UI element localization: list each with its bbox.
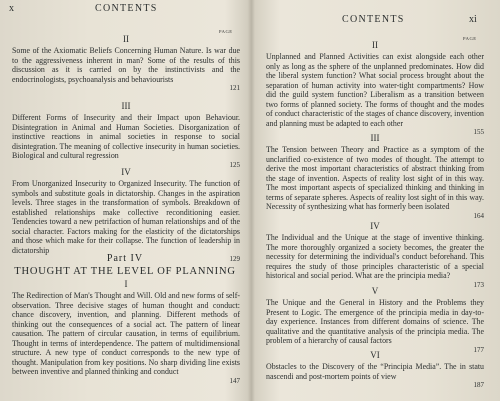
entry-text: Obstacles to the Discovery of the “Principia Media”. The in statu nascendi and post-mortem points of view (266, 362, 484, 381)
entry-text: Different Forms of Insecurity and their Impact upon Behaviour. Disintegration in Animal and Human Societies. Disorganization of instinctive reactions in animal societies in response to social disintegration. The meaning of collective insecurity in human societies. Biological and cultural regression (12, 113, 240, 161)
entry-number: III (121, 101, 131, 111)
toc-entry (266, 40, 484, 138)
entry-text: The Redirection of Man's Thought and Will. Old and new forms of self-observation. Three decisive stages of human thought and conduct: chance discovery, invention, and planning. Different methods of thinking out the consequences of a social act. The pattern of linear causation. The pattern of circular causation, in terms of equilibrium. Thought in terms of interdependence. The pattern of multidimensional structure. A new type of conduct corresponds to the new type of thought. Manipulation from key positions. No sharp dividing line exists between inventive and planned thinking and conduct (12, 291, 240, 377)
entry-number: V (371, 286, 379, 296)
entry-text: Some of the Axiomatic Beliefs Concerning Human Nature. Is war due to the aggressiveness inherent in man? Some of the results of this discussion as it is carried on by the instinctivists and the endocrinologists, psychoanalysis and behaviourists (12, 46, 240, 84)
entry-text: The Tension between Theory and Practice as a symptom of the unclarified co-existence of two modes of thought. The attempt to derive the most important characteristics of abstract thinking from the stage of invention. Aspects of reality lost sight of in this way. The most important aspects of specialized thinking and thinking in terms of separate spheres. Aspects of reality lost sight of in this way. Necessity of synthesizing what has formerly been isolated (266, 145, 484, 212)
part-title: THOUGHT AT THE LEVEL OF PLANNING (14, 266, 236, 277)
entry-page-number: 121 (229, 84, 240, 93)
entry-page-number: 129 (229, 255, 240, 264)
part-label: Part IV (106, 253, 144, 264)
toc-entry (12, 279, 240, 386)
entry-page-number: 125 (229, 160, 240, 169)
entry-text: The Unique and the General in History and the Problems they Present to Logic. The emergence of the principia media in day-to-day experience. Instances from different domains of science. The qualitative and the quantitative analysis of the principia media. The problem of a hierarchy of causal factors (266, 298, 484, 346)
right-page-folio: xi (469, 14, 477, 25)
entry-number: VI (370, 350, 380, 360)
left-running-head: CONTENTS (95, 3, 158, 14)
left-page-column-header: PAGE (219, 29, 233, 34)
toc-entry (266, 133, 484, 221)
entry-page-number: 164 (473, 211, 484, 220)
entry-page-number: 177 (473, 345, 484, 354)
right-page-column-header: PAGE (463, 36, 477, 41)
entry-text: Unplanned and Planned Activities can exist alongside each other only as long as the sphere of the unplanned predominates. How did the liberal system function? What social process brought about the separation of human activity into water-tight compartments? How did the guild system function? Liberalism as a transition between two forms of planned society. The forms of thought and the modes of conduct characteristic of the stages of chance discovery, invention and planning must be adapted to each other (266, 52, 484, 128)
entry-page-number: 173 (473, 280, 484, 289)
entry-number: II (123, 34, 129, 44)
entry-text: The Individual and the Unique at the stage of inventive thinking. The more thoroughly organized a society becomes, the greater the necessity for determining the individual's conduct beforehand. This requires the study of those principles characteristic of a special historical and social period. What are the principia media? (266, 233, 484, 281)
entry-number: IV (121, 167, 131, 177)
toc-entry (12, 167, 240, 265)
toc-entry (266, 221, 484, 290)
entry-page-number: 187 (473, 381, 484, 390)
entry-number: II (372, 40, 378, 50)
entry-page-number: 155 (473, 128, 484, 137)
entry-number: IV (370, 221, 380, 231)
right-page (250, 0, 500, 401)
toc-entry (266, 286, 484, 355)
entry-number: I (124, 279, 128, 289)
entry-text: From Unorganized Insecurity to Organized Insecurity. The function of symbols and substitute goals in dictatorship. Changes in the aspiration levels. Three stages in the transformation of symbols. Breakdown of established relationships make collective reconditioning easier. Tendencies toward a new petrifaction of human relationships and of the social character. Factors making for the elasticity of the dictatorships and those which make for their collapse. The function of leadership in dictatorship (12, 179, 240, 255)
toc-entry (12, 101, 240, 170)
entry-page-number: 147 (229, 376, 240, 385)
toc-entry (12, 34, 240, 94)
entry-number: III (370, 133, 380, 143)
right-running-head: CONTENTS (342, 14, 405, 25)
left-page-folio: x (9, 3, 14, 14)
toc-entry (266, 350, 484, 391)
